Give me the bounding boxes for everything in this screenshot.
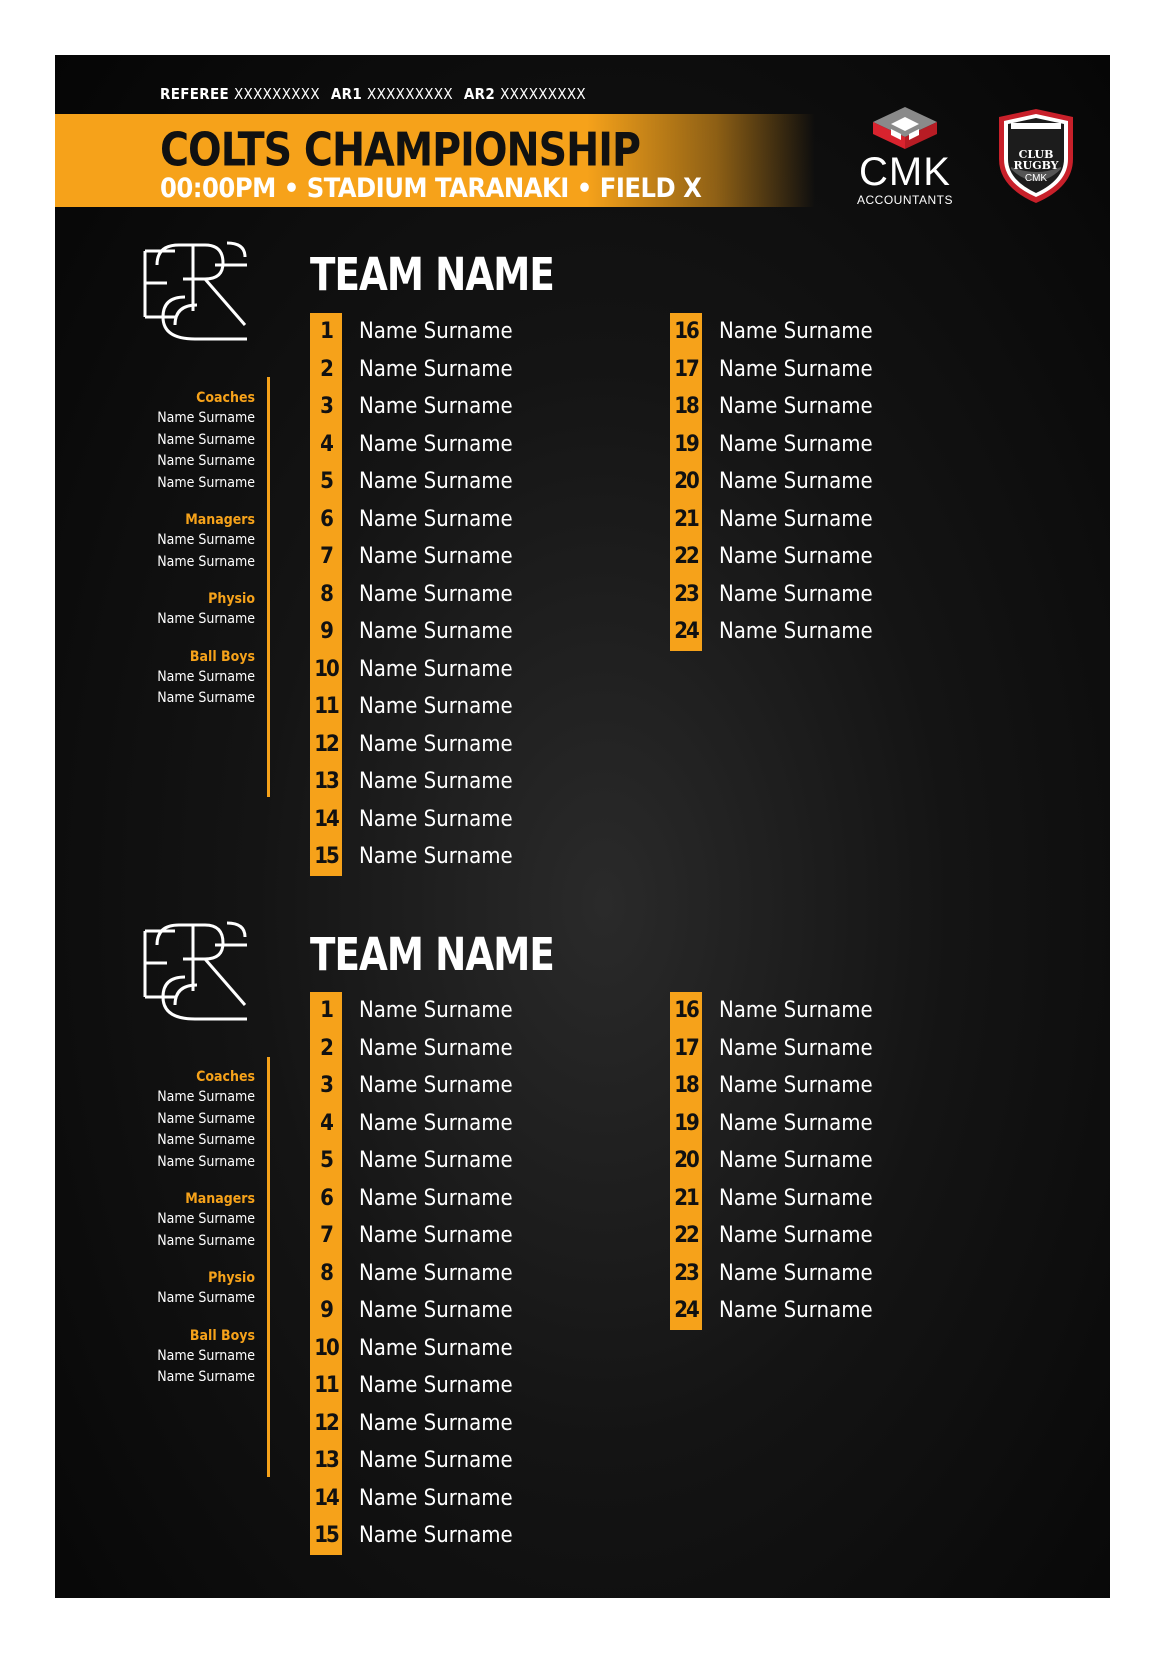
player-number: 20 — [674, 1148, 698, 1173]
team2-ball-boys — [115, 1326, 255, 1389]
sponsor-tagline: ACCOUNTANTS — [857, 193, 953, 207]
player-name: Name Surname — [359, 469, 513, 494]
player-number: 13 — [314, 769, 338, 794]
player-name: Name Surname — [359, 1073, 513, 1098]
player-name: Name Surname — [719, 1298, 873, 1323]
staff-role-heading: Coaches — [196, 1069, 255, 1085]
player-number: 17 — [674, 1035, 698, 1061]
staff-role-heading: Ball Boys — [189, 648, 255, 665]
team1-managers — [115, 510, 255, 573]
player-number: 3 — [320, 394, 332, 419]
player-name: Name Surname — [719, 1260, 873, 1286]
sponsor-cube-icon — [845, 105, 965, 155]
ar2-label: AR2 — [463, 85, 496, 103]
staff-name: Name Surname — [157, 474, 255, 491]
player-name: Name Surname — [359, 656, 513, 682]
staff-name: Name Surname — [157, 1347, 255, 1364]
team2-physio — [115, 1268, 255, 1310]
staff-name: Name Surname — [157, 410, 255, 426]
player-name: Name Surname — [719, 619, 873, 644]
player-name: Name Surname — [359, 1298, 513, 1323]
player-name: Name Surname — [719, 998, 873, 1023]
player-number: 9 — [320, 619, 332, 644]
player-name: Name Surname — [719, 394, 873, 419]
player-name: Name Surname — [359, 769, 513, 794]
player-name: Name Surname — [719, 469, 873, 494]
player-name: Name Surname — [719, 356, 873, 382]
sponsor-logo — [845, 105, 965, 205]
player-number: 24 — [674, 619, 698, 644]
badge-text — [995, 149, 1077, 171]
club-rugby-badge — [995, 107, 1077, 205]
team1-numbers-col1 — [310, 313, 342, 876]
player-number: 22 — [674, 544, 698, 569]
player-name: Name Surname — [359, 1373, 513, 1398]
player-name: Name Surname — [359, 844, 513, 869]
player-number: 6 — [320, 506, 332, 532]
player-name: Name Surname — [359, 694, 513, 719]
player-name: Name Surname — [719, 581, 873, 607]
player-name: Name Surname — [719, 1223, 873, 1248]
player-name: Name Surname — [359, 1110, 513, 1136]
player-number: 21 — [674, 1185, 698, 1211]
player-number: 1 — [320, 319, 332, 344]
player-number: 16 — [674, 319, 698, 344]
staff-role-heading: Ball Boys — [189, 1327, 255, 1344]
player-number: 19 — [674, 1110, 698, 1136]
player-name: Name Surname — [359, 806, 513, 832]
team-sheet-poster — [55, 55, 1110, 1598]
player-name: Name Surname — [359, 1523, 513, 1548]
player-name: Name Surname — [359, 319, 513, 344]
badge-line2: RUGBY — [1013, 159, 1059, 172]
player-name: Name Surname — [359, 1035, 513, 1061]
team2-staff — [115, 1067, 255, 1405]
team1-ball-boys — [115, 647, 255, 710]
referee-value: XXXXXXXXX — [234, 85, 320, 103]
staff-name: Name Surname — [157, 1153, 255, 1170]
player-number: 20 — [674, 469, 698, 494]
team1-staff — [115, 388, 255, 726]
player-number: 19 — [674, 431, 698, 457]
player-name: Name Surname — [719, 544, 873, 569]
player-number: 2 — [320, 1035, 332, 1061]
team1-name: TEAM NAME — [310, 248, 554, 301]
club-monogram-logo-icon — [135, 235, 255, 345]
player-number: 9 — [320, 1298, 332, 1323]
player-number: 22 — [674, 1223, 698, 1248]
club-monogram-logo-icon — [135, 915, 255, 1025]
team2-names-col2 — [719, 992, 873, 1330]
staff-name: Name Surname — [157, 668, 255, 685]
player-number: 2 — [320, 356, 332, 382]
team1-numbers-col2 — [670, 313, 702, 651]
player-number: 5 — [320, 469, 332, 494]
ar1-value: XXXXXXXXX — [367, 85, 453, 103]
player-number: 15 — [314, 844, 338, 869]
player-number: 21 — [674, 506, 698, 532]
badge-line1: CLUB — [1018, 148, 1054, 161]
event-banner — [55, 114, 815, 207]
player-number: 5 — [320, 1148, 332, 1173]
staff-role-heading: Coaches — [196, 390, 255, 406]
player-name: Name Surname — [359, 544, 513, 569]
staff-name: Name Surname — [157, 453, 255, 469]
team1-physio — [115, 589, 255, 631]
staff-name: Name Surname — [157, 553, 255, 570]
player-number: 10 — [314, 1335, 338, 1361]
player-name: Name Surname — [359, 619, 513, 644]
player-number: 10 — [314, 656, 338, 682]
player-number: 11 — [314, 694, 338, 719]
staff-name: Name Surname — [157, 1290, 255, 1306]
player-number: 7 — [320, 1223, 332, 1248]
player-number: 12 — [314, 1410, 338, 1436]
team1-names-col1 — [359, 313, 513, 876]
player-number: 23 — [674, 581, 698, 607]
ar2-value: XXXXXXXXX — [500, 85, 586, 103]
player-name: Name Surname — [359, 1448, 513, 1473]
player-number: 4 — [320, 1110, 332, 1136]
player-number: 17 — [674, 356, 698, 382]
referee-label: REFEREE — [160, 85, 229, 103]
staff-name: Name Surname — [157, 1369, 255, 1385]
player-name: Name Surname — [359, 1485, 513, 1511]
player-number: 24 — [674, 1298, 698, 1323]
player-name: Name Surname — [719, 506, 873, 532]
player-name: Name Surname — [359, 1148, 513, 1173]
player-number: 4 — [320, 431, 332, 457]
player-name: Name Surname — [359, 431, 513, 457]
staff-role-heading: Physio — [208, 591, 255, 607]
player-number: 14 — [314, 1485, 338, 1511]
player-name: Name Surname — [719, 319, 873, 344]
player-number: 7 — [320, 544, 332, 569]
staff-role-heading: Managers — [185, 1191, 255, 1207]
player-number: 15 — [314, 1523, 338, 1548]
player-number: 11 — [314, 1373, 338, 1398]
player-number: 8 — [320, 1260, 332, 1286]
player-name: Name Surname — [719, 1148, 873, 1173]
player-name: Name Surname — [359, 1185, 513, 1211]
team1-divider — [267, 377, 270, 797]
player-number: 1 — [320, 998, 332, 1023]
player-name: Name Surname — [359, 1223, 513, 1248]
staff-role-heading: Physio — [208, 1270, 255, 1286]
player-name: Name Surname — [359, 998, 513, 1023]
player-name: Name Surname — [359, 581, 513, 607]
player-name: Name Surname — [719, 1110, 873, 1136]
player-number: 16 — [674, 998, 698, 1023]
team1-logo — [135, 235, 255, 345]
player-number: 18 — [674, 1073, 698, 1098]
event-subtitle: 00:00PM • STADIUM TARANAKI • FIELD X — [160, 173, 702, 204]
sponsor-name: CMK — [859, 150, 951, 194]
team2-divider — [267, 1057, 270, 1477]
player-name: Name Surname — [719, 431, 873, 457]
player-number: 8 — [320, 581, 332, 607]
staff-name: Name Surname — [157, 690, 255, 706]
player-name: Name Surname — [359, 1410, 513, 1436]
team2-logo — [135, 915, 255, 1025]
staff-name: Name Surname — [157, 1232, 255, 1249]
staff-role-heading: Managers — [185, 512, 255, 528]
team2-names-col1 — [359, 992, 513, 1555]
player-number: 12 — [314, 731, 338, 757]
team2-coaches — [115, 1067, 255, 1173]
staff-name: Name Surname — [157, 611, 255, 627]
match-officials — [160, 85, 592, 103]
player-name: Name Surname — [719, 1073, 873, 1098]
team2-name: TEAM NAME — [310, 928, 554, 981]
team1-coaches — [115, 388, 255, 494]
player-number: 3 — [320, 1073, 332, 1098]
player-name: Name Surname — [359, 356, 513, 382]
player-name: Name Surname — [359, 1335, 513, 1361]
player-number: 23 — [674, 1260, 698, 1286]
player-name: Name Surname — [719, 1185, 873, 1211]
staff-name: Name Surname — [157, 1110, 255, 1127]
player-name: Name Surname — [359, 394, 513, 419]
player-name: Name Surname — [359, 1260, 513, 1286]
player-number: 6 — [320, 1185, 332, 1211]
staff-name: Name Surname — [157, 431, 255, 448]
player-number: 14 — [314, 806, 338, 832]
team2-numbers-col2 — [670, 992, 702, 1330]
badge-sponsor: CMK — [1024, 173, 1048, 184]
player-name: Name Surname — [359, 731, 513, 757]
staff-name: Name Surname — [157, 1211, 255, 1227]
player-number: 13 — [314, 1448, 338, 1473]
staff-name: Name Surname — [157, 1089, 255, 1105]
team2-numbers-col1 — [310, 992, 342, 1555]
staff-name: Name Surname — [157, 532, 255, 548]
player-number: 18 — [674, 394, 698, 419]
player-name: Name Surname — [359, 506, 513, 532]
staff-name: Name Surname — [157, 1132, 255, 1148]
player-name: Name Surname — [719, 1035, 873, 1061]
ar1-label: AR1 — [330, 85, 363, 103]
team2-managers — [115, 1189, 255, 1252]
team1-names-col2 — [719, 313, 873, 651]
event-title: COLTS CHAMPIONSHIP — [160, 123, 640, 178]
